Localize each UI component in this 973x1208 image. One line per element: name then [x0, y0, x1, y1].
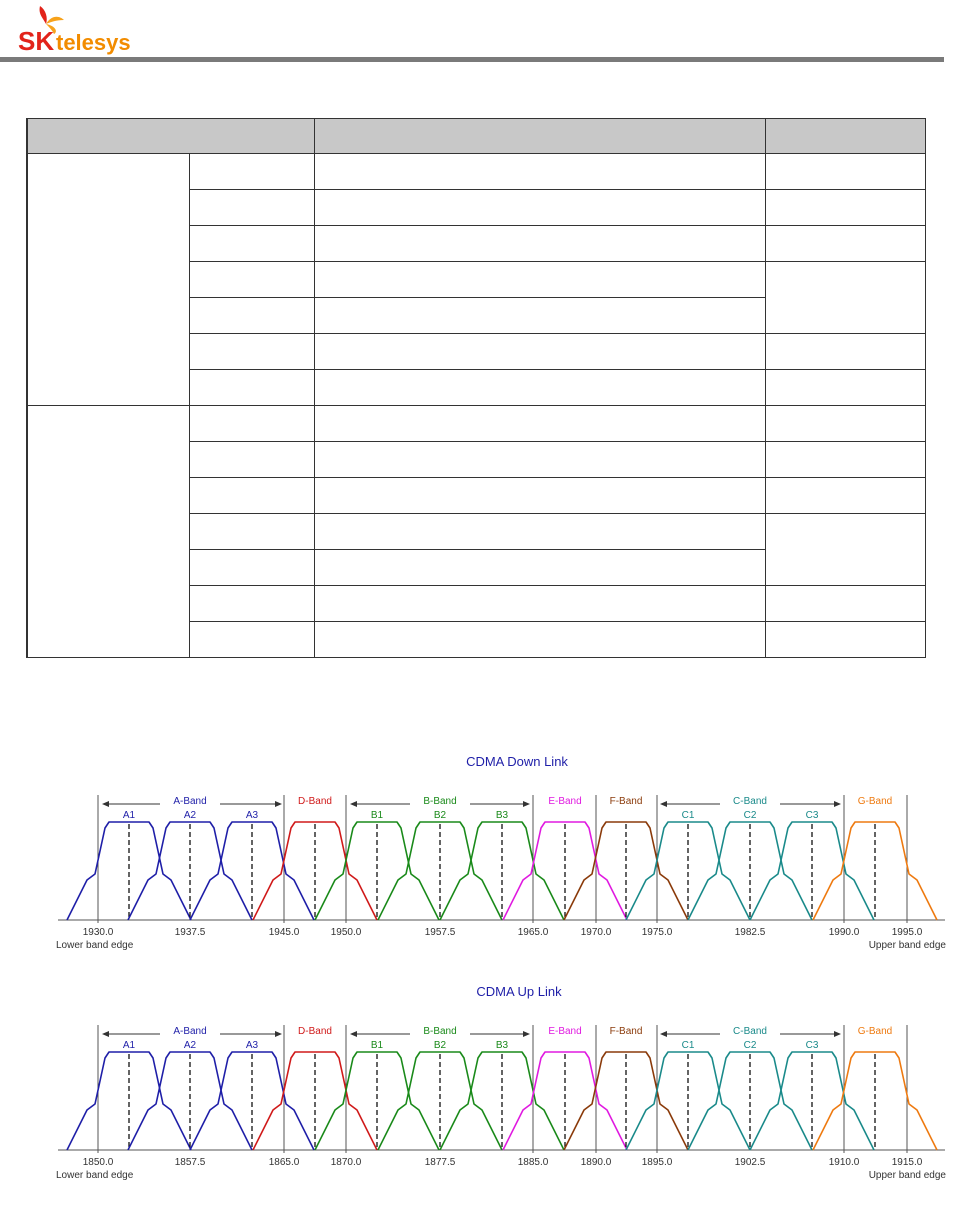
channel-label: B2 [433, 1040, 447, 1051]
table-cell [189, 406, 314, 442]
table-cell [765, 622, 925, 658]
sk-telesys-logo [18, 4, 148, 56]
header-divider [0, 57, 944, 62]
table-cell [314, 514, 765, 550]
table-cell [314, 550, 765, 586]
frequency-tick-label: 1910.0 [828, 1157, 860, 1168]
arrow-left-icon [350, 1031, 357, 1037]
table-cell [314, 442, 765, 478]
arrow-right-icon [275, 801, 282, 807]
frequency-tick-label: 1930.0 [82, 927, 114, 938]
table-cell [765, 334, 925, 370]
band-label: B-Band [423, 1026, 457, 1037]
table-cell [765, 226, 925, 262]
arrow-left-icon [660, 1031, 667, 1037]
channel-label: C1 [681, 1040, 695, 1051]
lower-band-edge-label: Lower band edge [56, 940, 134, 951]
channel-label: A2 [183, 1040, 197, 1051]
table-cell [189, 226, 314, 262]
table-cell [189, 514, 314, 550]
table-header-cell [765, 119, 925, 154]
upper-band-edge-label: Upper band edge [868, 940, 946, 951]
logo-brand-text: telesys [56, 30, 131, 55]
frequency-tick-label: 1890.0 [580, 1157, 612, 1168]
table-cell [189, 442, 314, 478]
group-cell [27, 154, 189, 406]
channel-label: C2 [743, 1040, 757, 1051]
table-cell [765, 154, 925, 190]
table-row [27, 154, 925, 190]
channel-label: C1 [681, 810, 695, 821]
table-cell [189, 154, 314, 190]
channel-label: A1 [122, 810, 136, 821]
table-cell [765, 262, 925, 334]
arrow-right-icon [834, 1031, 841, 1037]
cdma-uplink-diagram [0, 970, 973, 1195]
table-cell [189, 262, 314, 298]
table-cell [314, 298, 765, 334]
band-label: A-Band [173, 796, 207, 807]
channel-label: A3 [245, 1040, 259, 1051]
frequency-tick-label: 1950.0 [330, 927, 362, 938]
table-cell [765, 514, 925, 586]
frequency-tick-label: 1990.0 [828, 927, 860, 938]
frequency-tick-label: 1982.5 [734, 927, 766, 938]
table-cell [765, 190, 925, 226]
lower-band-edge-label: Lower band edge [56, 1170, 134, 1181]
channel-label: A1 [122, 1040, 136, 1051]
table-cell [189, 298, 314, 334]
frequency-tick-label: 1870.0 [330, 1157, 362, 1168]
diagram-title: CDMA Down Link [466, 754, 568, 769]
frequency-tick-label: 1957.5 [424, 927, 456, 938]
frequency-tick-label: 1945.0 [268, 927, 300, 938]
table-cell [314, 154, 765, 190]
table-cell [314, 334, 765, 370]
table-cell [189, 550, 314, 586]
table-row [27, 406, 925, 442]
arrow-right-icon [523, 801, 530, 807]
frequency-tick-label: 1850.0 [82, 1157, 114, 1168]
channel-label: B3 [495, 810, 509, 821]
table-cell [314, 586, 765, 622]
table-cell [189, 622, 314, 658]
band-label: F-Band [609, 796, 643, 807]
arrow-right-icon [834, 801, 841, 807]
frequency-tick-label: 1975.0 [641, 927, 673, 938]
logo-mark [18, 4, 148, 56]
table-cell [314, 406, 765, 442]
channel-label: C3 [805, 1040, 819, 1051]
table-cell [314, 478, 765, 514]
arrow-left-icon [660, 801, 667, 807]
frequency-tick-label: 1902.5 [734, 1157, 766, 1168]
frequency-tick-label: 1865.0 [268, 1157, 300, 1168]
logo-sk-text: SK [18, 26, 55, 56]
band-label: G-Band [857, 1026, 893, 1037]
table-cell [765, 586, 925, 622]
table-cell [189, 370, 314, 406]
band-label: E-Band [548, 1026, 582, 1037]
band-label: E-Band [548, 796, 582, 807]
channel-label: A2 [183, 810, 197, 821]
upper-band-edge-label: Upper band edge [868, 1170, 946, 1181]
channel-label: B2 [433, 810, 447, 821]
arrow-left-icon [350, 801, 357, 807]
table-cell [189, 190, 314, 226]
cdma-downlink-diagram [0, 740, 973, 965]
table-header-cell [27, 119, 314, 154]
table-cell [765, 370, 925, 406]
group-cell [27, 406, 189, 658]
table-cell [189, 478, 314, 514]
frequency-tick-label: 1877.5 [424, 1157, 456, 1168]
channel-label: B1 [370, 810, 384, 821]
channel-label: C2 [743, 810, 757, 821]
channel-label: B1 [370, 1040, 384, 1051]
table-header-cell [314, 119, 765, 154]
table-cell [189, 586, 314, 622]
table-cell [314, 622, 765, 658]
band-label: C-Band [733, 796, 767, 807]
frequency-tick-label: 1965.0 [517, 927, 549, 938]
table-cell [765, 478, 925, 514]
table-cell [765, 406, 925, 442]
table-cell [314, 370, 765, 406]
band-label: F-Band [609, 1026, 643, 1037]
table-cell [314, 226, 765, 262]
channel-label: A3 [245, 810, 259, 821]
arrow-right-icon [275, 1031, 282, 1037]
table-cell [189, 334, 314, 370]
band-label: D-Band [298, 796, 332, 807]
band-label: C-Band [733, 1026, 767, 1037]
spec-table [26, 118, 926, 658]
arrow-left-icon [102, 1031, 109, 1037]
frequency-tick-label: 1915.0 [891, 1157, 923, 1168]
arrow-left-icon [102, 801, 109, 807]
frequency-tick-label: 1885.0 [517, 1157, 549, 1168]
band-label: G-Band [857, 796, 893, 807]
table-cell [314, 262, 765, 298]
band-label: B-Band [423, 796, 457, 807]
table-cell [314, 190, 765, 226]
frequency-tick-label: 1970.0 [580, 927, 612, 938]
band-label: A-Band [173, 1026, 207, 1037]
frequency-tick-label: 1995.0 [891, 927, 923, 938]
channel-label: C3 [805, 810, 819, 821]
arrow-right-icon [523, 1031, 530, 1037]
frequency-tick-label: 1895.0 [641, 1157, 673, 1168]
band-label: D-Band [298, 1026, 332, 1037]
frequency-tick-label: 1937.5 [174, 927, 206, 938]
channel-label: B3 [495, 1040, 509, 1051]
diagram-title: CDMA Up Link [476, 984, 562, 999]
table-cell [765, 442, 925, 478]
frequency-tick-label: 1857.5 [174, 1157, 206, 1168]
table-header-row [27, 119, 925, 154]
